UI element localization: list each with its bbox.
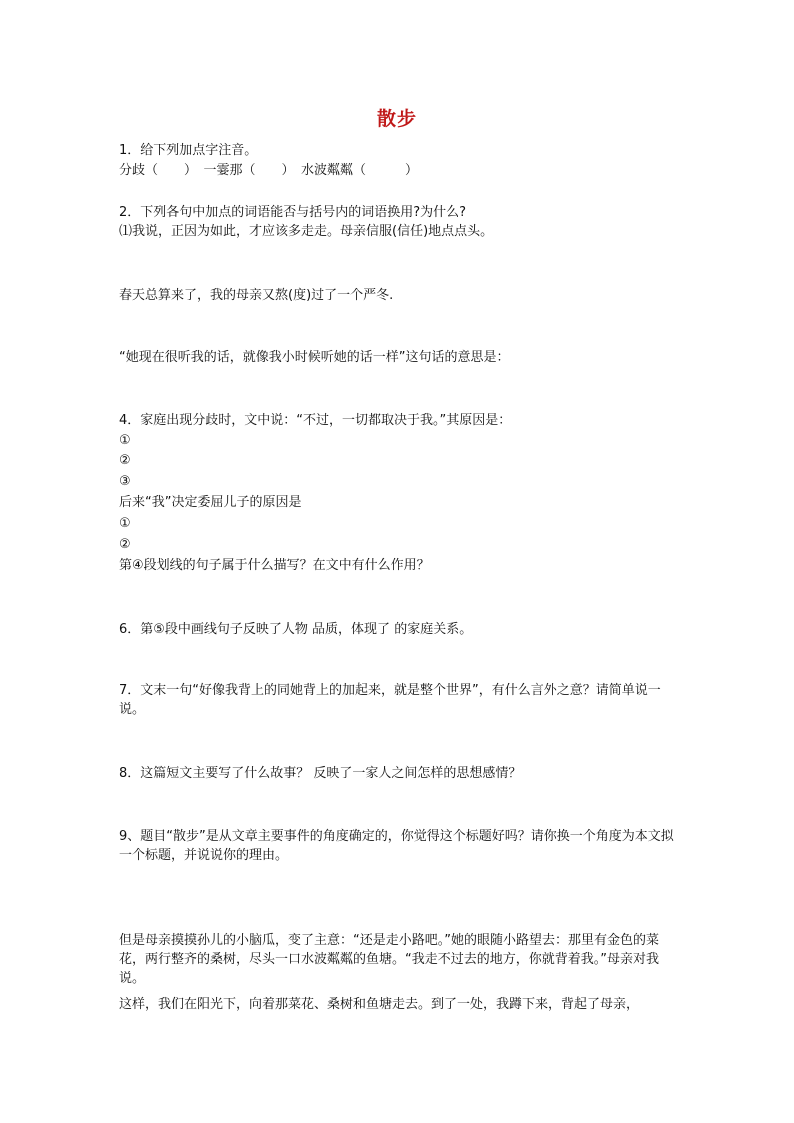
- question-1-items: 分歧（ ） 一霎那（ ） 水波粼粼（ ）: [119, 163, 419, 178]
- question-4-answer-2: ②: [119, 453, 131, 468]
- question-4-answer-3: ③: [119, 474, 131, 489]
- question-1-prompt: 1．给下列加点字注音。: [119, 143, 258, 158]
- question-2-sentence-2: 春天总算来了，我的母亲又熬(度)过了一个严冬.: [119, 288, 394, 303]
- document-title: 散步: [376, 108, 417, 130]
- question-7-prompt: 7．文末一句“好像我背上的同她背上的加起来，就是整个世界”，有什么言外之意？请简单说一说。: [119, 683, 661, 717]
- question-3-prompt: “她现在很听我的话，就像我小时候听她的话一样”这句话的意思是：: [119, 350, 510, 365]
- question-4-followup: 后来“我”决定委屈儿子的原因是: [119, 495, 302, 510]
- question-4-answer-1: ①: [119, 433, 131, 448]
- question-9-prompt: 9、题目“散步”是从文章主要事件的角度确定的，你觉得这个标题好吗？请你换一个角度为本文拟一个标题，并说说你的理由。: [119, 829, 674, 863]
- passage-paragraph-2: 这样，我们在阳光下，向着那菜花、桑树和鱼塘走去。到了一处，我蹲下来，背起了母亲，: [119, 997, 640, 1012]
- question-5-prompt: 第④段划线的句子属于什么描写？在文中有什么作用？: [119, 558, 430, 573]
- question-6-prompt: 6．第⑤段中画线句子反映了人物 品质，体现了 的家庭关系。: [119, 622, 473, 637]
- question-4-prompt: 4．家庭出现分歧时，文中说：“不过，一切都取决于我。”其原因是：: [119, 413, 512, 428]
- question-2-prompt: 2．下列各句中加点的词语能否与括号内的词语换用?为什么?: [119, 205, 467, 220]
- question-4-followup-answer-2: ②: [119, 537, 131, 552]
- question-8-prompt: 8．这篇短文主要写了什么故事？ 反映了一家人之间怎样的思想感情？: [119, 766, 522, 781]
- passage-paragraph-1: 但是母亲摸摸孙儿的小脑瓜，变了主意：“还是走小路吧。”她的眼随小路望去：那里有金色的菜花，两行整齐的桑树，尽头一口水波粼粼的鱼塘。“我走不过去的地方，你就背着我。”母亲对我说。: [119, 933, 659, 986]
- question-4-followup-answer-1: ①: [119, 516, 131, 531]
- question-2-sentence-1: ⑴我说，正因为如此，才应该多走走。母亲信服(信任)地点点头。: [119, 224, 494, 239]
